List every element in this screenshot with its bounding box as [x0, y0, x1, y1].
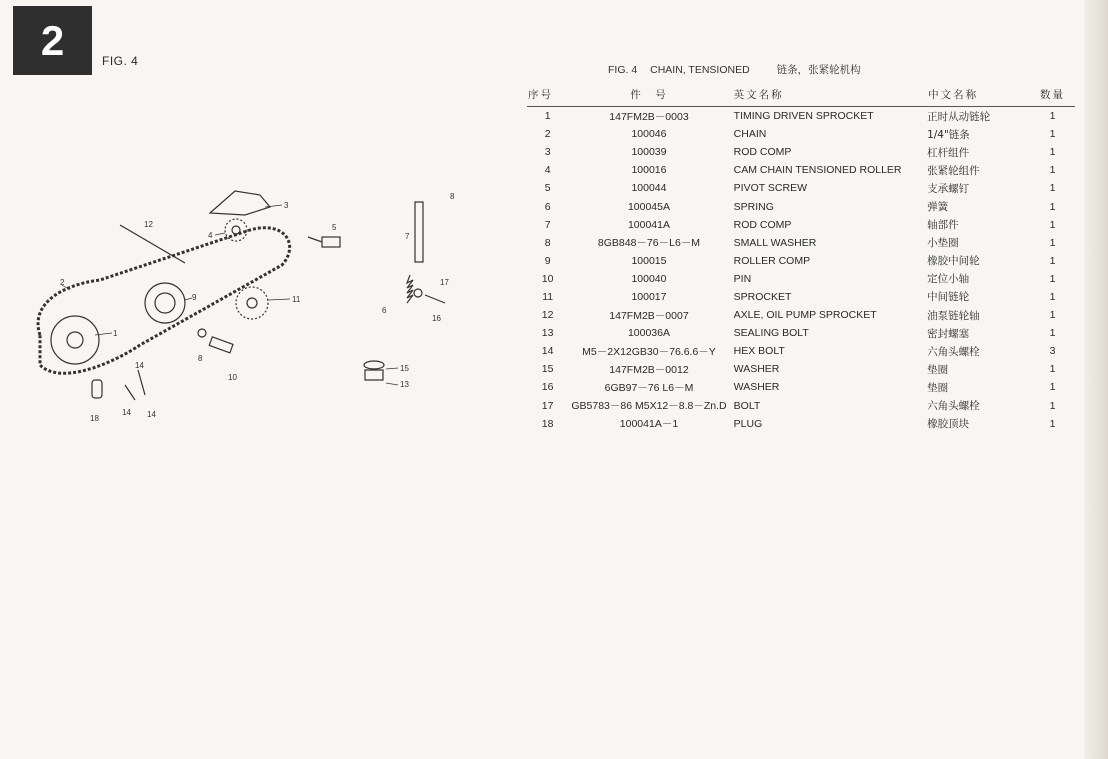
callout-14a: 14	[135, 361, 144, 370]
figure-title-cn: 链条，张紧轮机构	[776, 64, 861, 76]
callout-18: 18	[90, 414, 99, 423]
part-name-cn: 轴部件	[927, 219, 959, 232]
part-name-en: HEX BOLT	[733, 345, 785, 358]
parts-table	[527, 82, 1075, 433]
part-name-en: WASHER	[733, 381, 780, 394]
part-number: 100036A	[627, 327, 670, 340]
callout-12: 12	[144, 220, 153, 229]
header-part-no: 件 号	[568, 82, 729, 107]
table-row	[527, 216, 1075, 234]
part-number-index: 3	[544, 146, 551, 159]
part-name-cn: 正时从动链轮	[927, 110, 991, 123]
part-name-cn: 支承螺钉	[927, 182, 970, 195]
header-en-name: 英文名称	[730, 82, 927, 107]
callout-3: 3	[284, 201, 289, 210]
part-name-cn: 定位小轴	[927, 273, 970, 286]
part-qty: 1	[1049, 309, 1056, 322]
figure-title	[608, 62, 871, 77]
callout-4: 4	[208, 231, 213, 240]
part-number-index: 10	[541, 272, 554, 285]
figure-label: FIG. 4	[102, 54, 139, 68]
header-cn-name: 中文名称	[927, 82, 1030, 107]
part-number: 100046	[631, 128, 667, 141]
part-name-cn: 1/4"链条	[927, 128, 970, 141]
part-number: 6GB97－76 L6－M	[604, 381, 694, 394]
table-row	[527, 288, 1075, 306]
part-qty: 1	[1049, 182, 1056, 195]
table-row	[527, 378, 1075, 396]
part-qty: 3	[1049, 345, 1056, 358]
page-fold	[1084, 0, 1108, 759]
part-name-en: CHAIN	[733, 128, 767, 141]
callout-14b: 14	[122, 408, 131, 417]
part-number-index: 14	[541, 345, 554, 358]
part-number-index: 8	[544, 236, 551, 249]
part-name-en: PIN	[733, 272, 752, 285]
callout-9: 9	[192, 293, 197, 302]
part-qty: 1	[1049, 200, 1056, 213]
parts-table-body	[527, 107, 1075, 433]
part-number-index: 15	[541, 363, 554, 376]
header-qty: 数量	[1030, 82, 1075, 107]
callout-13: 13	[400, 380, 409, 389]
part-name-en: AXLE, OIL PUMP SPROCKET	[733, 309, 877, 322]
part-name-en: TIMING DRIVEN SPROCKET	[733, 110, 874, 123]
part-qty: 1	[1049, 290, 1056, 303]
part-qty: 1	[1049, 327, 1056, 340]
part-qty: 1	[1049, 146, 1056, 159]
callout-15: 15	[400, 364, 409, 373]
callout-8-top: 8	[450, 192, 455, 201]
part-qty: 1	[1049, 417, 1056, 430]
part-number-index: 16	[541, 381, 554, 394]
table-row	[527, 397, 1075, 415]
part-name-en: ROLLER COMP	[733, 254, 811, 267]
part-number: 100015	[631, 254, 667, 267]
part-qty: 1	[1049, 110, 1056, 123]
part-name-cn: 杠杆组件	[927, 146, 970, 159]
part-number: 100039	[631, 146, 667, 159]
part-name-cn: 垫圈	[927, 381, 949, 394]
part-name-cn: 六角头螺栓	[927, 400, 980, 413]
callout-1: 1	[113, 329, 118, 338]
part-qty: 1	[1049, 272, 1056, 285]
part-number: 100044	[631, 182, 667, 195]
table-row	[527, 306, 1075, 324]
part-qty: 1	[1049, 164, 1056, 177]
part-name-cn: 张紧轮组件	[927, 164, 980, 177]
part-number: 100041A	[627, 218, 670, 231]
part-qty: 1	[1049, 381, 1056, 394]
part-number-index: 6	[544, 200, 551, 213]
part-qty: 1	[1049, 236, 1056, 249]
callout-7: 7	[405, 232, 410, 241]
part-name-cn: 六角头螺栓	[927, 345, 980, 358]
part-name-en: SPRING	[733, 200, 774, 213]
part-qty: 1	[1049, 363, 1056, 376]
callout-10: 10	[228, 373, 237, 382]
callout-17: 17	[440, 278, 449, 287]
table-row	[527, 270, 1075, 288]
part-name-en: BOLT	[733, 399, 761, 412]
part-qty: 1	[1049, 218, 1056, 231]
part-number-index: 18	[541, 417, 554, 430]
part-number-index: 13	[541, 327, 554, 340]
table-row	[527, 415, 1075, 433]
table-row	[527, 324, 1075, 342]
part-name-en: ROD COMP	[733, 146, 792, 159]
callout-6: 6	[382, 306, 387, 315]
table-row	[527, 342, 1075, 360]
part-number: 8GB848－76－L6－M	[597, 237, 701, 250]
table-row	[527, 125, 1075, 143]
table-row	[527, 161, 1075, 179]
table-row	[527, 360, 1075, 378]
table-row	[527, 197, 1075, 215]
part-name-cn: 中间链轮	[927, 291, 970, 304]
part-number: 147FM2B－0012	[609, 363, 689, 376]
part-number: 100045A	[627, 200, 670, 213]
part-name-cn: 油泵链轮轴	[927, 309, 980, 322]
part-qty: 1	[1049, 254, 1056, 267]
figure-number: FIG. 4	[608, 64, 638, 76]
part-number: 100017	[631, 290, 667, 303]
part-number-index: 7	[544, 218, 551, 231]
part-qty: 1	[1049, 128, 1056, 141]
part-name-cn: 垫圈	[927, 363, 949, 376]
table-row	[527, 143, 1075, 161]
part-name-cn: 橡胶中间轮	[927, 255, 980, 268]
part-number: M5－2X12GB30－76.6.6－Y	[582, 345, 716, 358]
part-number: GB5783－86 M5X12－8.8－Zn.D	[571, 400, 727, 413]
part-number: 147FM2B－0007	[609, 309, 689, 322]
parts-table-header-row	[527, 82, 1075, 107]
part-name-en: SPROCKET	[733, 290, 792, 303]
part-name-cn: 小垫圈	[927, 237, 959, 250]
part-number-index: 12	[541, 309, 554, 322]
part-name-cn: 橡胶顶块	[927, 418, 970, 431]
callout-5: 5	[332, 223, 337, 232]
part-number: 100016	[631, 164, 667, 177]
callout-2: 2	[60, 278, 65, 287]
part-number-index: 5	[544, 182, 551, 195]
callout-11: 11	[292, 295, 301, 304]
part-number: 100040	[631, 272, 667, 285]
part-name-cn: 弹簧	[927, 201, 949, 214]
part-name-en: ROD COMP	[733, 218, 792, 231]
part-qty: 1	[1049, 399, 1056, 412]
part-name-en: SEALING BOLT	[733, 327, 809, 340]
part-name-en: PLUG	[733, 417, 763, 430]
exploded-parts-diagram	[20, 175, 455, 435]
part-number-index: 11	[542, 290, 554, 303]
table-row	[527, 234, 1075, 252]
callout-16: 16	[432, 314, 441, 323]
part-name-cn: 密封螺塞	[927, 327, 970, 340]
part-name-en: SMALL WASHER	[733, 236, 817, 249]
part-number-index: 9	[544, 254, 551, 267]
figure-title-en: CHAIN, TENSIONED	[650, 64, 750, 76]
table-row	[527, 107, 1075, 126]
section-number-badge: 2	[13, 6, 92, 75]
part-number: 147FM2B－0003	[609, 110, 689, 123]
part-number-index: 17	[541, 399, 554, 412]
part-number-index: 2	[544, 128, 551, 141]
callout-8: 8	[198, 354, 203, 363]
header-no: 序号	[527, 82, 568, 107]
part-number-index: 1	[544, 110, 551, 123]
part-name-en: PIVOT SCREW	[733, 182, 807, 195]
callout-14c: 14	[147, 410, 156, 419]
table-row	[527, 252, 1075, 270]
part-number: 100041A－1	[619, 418, 679, 431]
part-name-en: WASHER	[733, 363, 780, 376]
part-name-en: CAM CHAIN TENSIONED ROLLER	[733, 164, 902, 177]
table-row	[527, 179, 1075, 197]
part-number-index: 4	[544, 164, 551, 177]
